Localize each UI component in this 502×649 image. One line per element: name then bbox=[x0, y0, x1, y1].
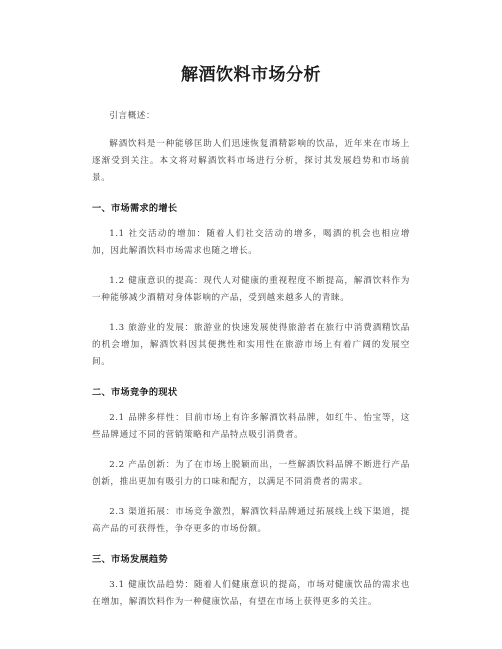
section-paragraph: 1.2 健康意识的提高：现代人对健康的重视程度不断提高，解酒饮料作为一种能够减少酒精对身体影响的产品，受到越来越多人的青睐。 bbox=[92, 276, 410, 303]
section-heading: 二、市场竞争的现状 bbox=[92, 387, 178, 398]
section-demand-growth bbox=[92, 200, 410, 371]
intro-paragraph: 解酒饮料是一种能够匡助人们迅速恢复酒精影响的饮品，近年来在市场上逐渐受到关注。本文将对解酒饮料市场进行分析，探讨其发展趋势和市场前景。 bbox=[92, 139, 410, 183]
section-paragraph: 2.1 品牌多样性：目前市场上有许多解酒饮料品牌，如红牛、怡宝等，这些品牌通过不同的营销策略和产品特点吸引消费者。 bbox=[92, 413, 410, 440]
document-title: 解酒饮料市场分析 bbox=[181, 65, 321, 85]
section-paragraph: 1.3 旅游业的发展：旅游业的快速发展使得旅游者在旅行中消费酒精饮品的机会增加，解酒饮料因其便携性和实用性在旅游市场上有着广阔的发展空间。 bbox=[92, 323, 410, 367]
section-paragraph: 3.1 健康饮品趋势：随着人们健康意识的提高，市场对健康饮品的需求也在增加，解酒饮料作为一种健康饮品，有望在市场上获得更多的关注。 bbox=[92, 580, 410, 607]
section-heading: 三、市场发展趋势 bbox=[92, 554, 168, 565]
section-heading: 一、市场需求的增长 bbox=[92, 203, 178, 214]
section-competition-status bbox=[92, 384, 410, 538]
section-paragraph: 1.1 社交活动的增加：随着人们社交活动的增多，喝酒的机会也相应增加，因此解酒饮料市场需求也随之增长。 bbox=[92, 229, 410, 256]
section-paragraph: 2.2 产品创新：为了在市场上脱颖而出，一些解酒饮料品牌不断进行产品创新，推出更加有吸引力的口味和配方，以满足不同消费者的需求。 bbox=[92, 460, 410, 487]
intro-label: 引言概述： bbox=[109, 111, 156, 121]
section-paragraph: 2.3 渠道拓展：市场竞争激烈，解酒饮料品牌通过拓展线上线下渠道，提高产品的可获得性，争夺更多的市场份额。 bbox=[92, 507, 410, 534]
section-development-trends bbox=[92, 551, 410, 611]
